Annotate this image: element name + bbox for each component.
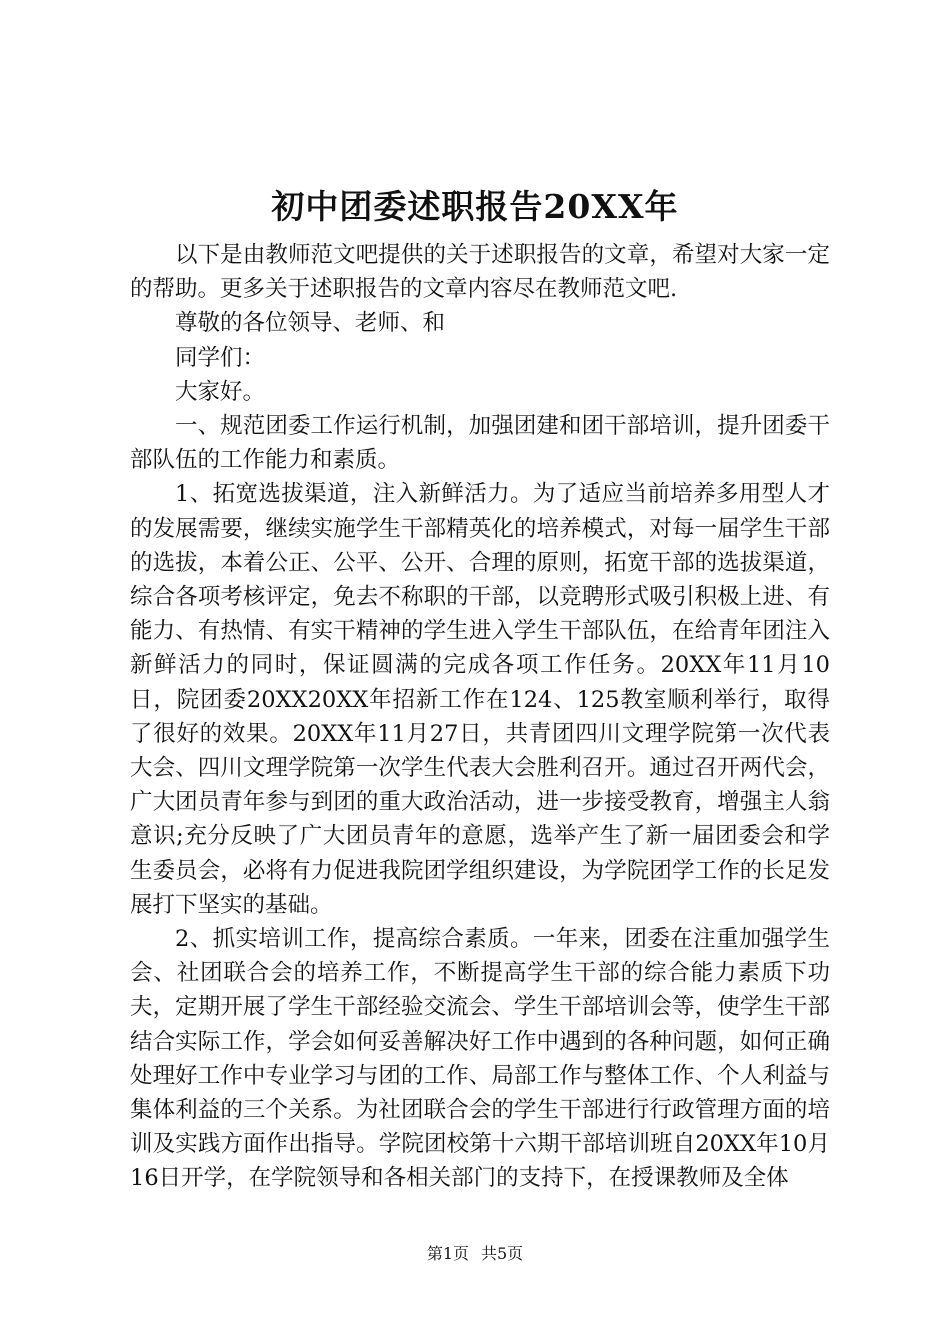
paragraph-salutation-cont: 同学们： <box>175 344 266 371</box>
paragraph-salutation: 尊敬的各位领导、老师、和 <box>175 310 446 337</box>
paragraph-section-heading: 一、规范团委工作运行机制，加强团建和团干部培训，提升团委干部队伍的工作能力和素质。 <box>130 413 830 474</box>
paragraph-intro: 以下是由教师范文吧提供的关于述职报告的文章，希望对大家一定的帮助。更多关于述职报告的文章内容尽在教师范文吧. <box>130 242 830 303</box>
document-body <box>130 238 830 1196</box>
page-number: 第1页 <box>426 1244 469 1263</box>
paragraph-greeting: 大家好。 <box>175 378 266 405</box>
document-title: 初中团委述职报告20XX年 <box>271 187 679 226</box>
page-total: 共5页 <box>481 1244 524 1263</box>
paragraph-item-1: 1、拓宽选拔渠道，注入新鲜活力。为了适应当前培养多用型人才的发展需要，继续实施学生干部精英化的培养模式，对每一届学生干部的选拔，本着公正、公平、公开、合理的原则，拓宽干部的选拔渠道，综合各项考核评定，免去不称职的干部，以竞聘形式吸引积极上进、有能力、有热情、有实干精神的学生进入学生干部队伍，在给青年团注入新鲜活力的同时，保证圆满的完成各项工作任务。20XX年11月10日，院团委20XX20XX年招新工作在124、125教室顺利举行，取得了很好的效果。20XX年11月27日，共青团四川文理学院第一次代表大会、四川文理学院第一次学生代表大会胜利召开。通过召开两代会，广大团员青年参与到团的重大政治活动，进一步接受教育，增强主人翁意识;充分反映了广大团员青年的意愿，选举产生了新一届团委会和学生委员会，必将有力促进我院团学组织建设，为学院团学工作的长足发展打下坚实的基础。 <box>130 481 830 918</box>
page-footer <box>0 1243 950 1265</box>
paragraph-item-2: 2、抓实培训工作，提高综合素质。一年来，团委在注重加强学生会、社团联合会的培养工作，不断提高学生干部的综合能力素质下功夫，定期开展了学生干部经验交流会、学生干部培训会等，使学生干部结合实际工作，学会如何妥善解决好工作中遇到的各种问题，如何正确处理好工作中专业学习与团的工作、局部工作与整体工作、个人利益与集体利益的三个关系。为社团联合会的学生干部进行行政管理方面的培训及实践方面作出指导。学院团校第十六期干部培训班自20XX年10月16日开学，在学院领导和各相关部门的支持下，在授课教师及全体 <box>130 926 830 1192</box>
